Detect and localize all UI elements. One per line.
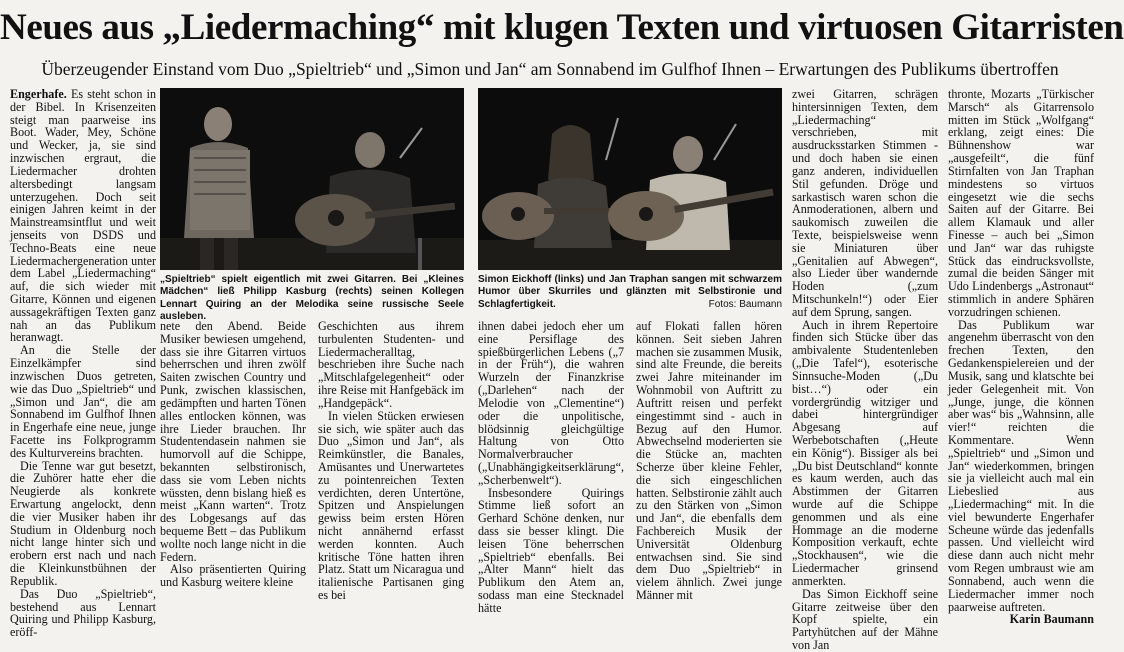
caption-text: „Spieltrieb“ spielt eigentlich mit zwei Gitarren. Bei „Kleines Mädchen“ ließ Philipp Kasburg (rechts) seinen Kollegen Lennart Quiring an der Melodika seine russische Seele ausleben. (160, 274, 464, 323)
paragraph: thronte, Mozarts „Türkischer Marsch“ als Gitarrensolo mitten im Stück „Wolfgang“ erklang, zeigt eines: Die Bühnenshow war „ausgefeilt“, die fünf Stirnfalten von Jan Traphan mindestens so virtuos eingesetzt wie die sechs Saiten auf der Gitarre. Bei allem Klamauk und aller Finesse – auch bei „Simon und Jan“ war das ruhigste Stück das eindrucksvollste, zumal die beiden Sänger mit Udo Lindenbergs „Astronaut“ stimmlich in andere Sphären vorzudringen schienen. (948, 87, 1094, 319)
text-column-2 (160, 319, 306, 590)
paragraph: nete den Abend. Beide Musiker bewiesen umgehend, dass sie ihre Gitarren virtuos beherrschen und ihren zwölf Saiten zwischen Country und Punk, zwischen klassischen, gedämpften und harten Tönen alles entlocken können, was ihre Lieder brauchen. Ihr Studentendasein nahmen sie humorvoll auf die Schippe, bekannten selbstironisch, dass sie vom Leben nichts wüssten, denn bislang hieß es meist „Kann warten“. Trotz des Lobgesangs auf das bequeme Bett – das Publikum wollte noch lange nicht in die Federn. (160, 319, 306, 564)
paragraph: auf Flokati fallen hören können. Seit sieben Jahren machen sie zusammen Musik, sind alte Freunde, die bereits zwei Jahre miteinander im Wohnmobil von Auftritt zu Auftritt reisen und perfekt eingestimmt sind - auch in Bezug auf den Humor. Abwechselnd moderierten sie die Stücke an, machten Scherze über kleine Fehler, die sich eingeschlichen hatten. Selbstironie zählt auch zu den Stärken von „Simon und Jan“, die ebenfalls dem Fachbereich Musik der Universität Oldenburg entwachsen sind. Sie sind dem Duo „Spieltrieb“ in vielem ähnlich. Zwei junge Männer mit (636, 319, 782, 603)
text-column-3 (318, 319, 464, 603)
paragraph: Auch in ihrem Repertoire finden sich Stücke über das ambivalente Studentenleben („Die Tafel“), esoterische Sinnsuche-Moden („Du bist…“) oder ein vordergründig witziger und dabei hintergründiger Abgesang auf Werbebotschaften („Heute ein König“). Bissiger als bei „Du bist Deutschland“ konnte es kaum werden, auch das Abstimmen der Gitarren wurde auf die Schippe genommen und als eine Hommage an die moderne Komposition verkauft, echte „Stockhausen“, wie die Liedermacher grinsend anmerkten. (792, 317, 938, 588)
photo-caption-2 (478, 274, 782, 311)
photo-spieltrieb (160, 88, 464, 270)
caption-text: Simon Eickhoff (links) und Jan Traphan sangen mit schwarzem Humor über Skurriles und glänzten mit Selbstironie und Schlagfertigkeit. (478, 274, 782, 310)
photo-credit: Fotos: Baumann (708, 298, 782, 310)
paragraph: Insbesondere Quirings Stimme ließ sofort an Gerhard Schöne denken, nur dass sie besser klingt. Die leisen Töne beherrschen „Spieltrieb“ ebenfalls. Bei „Alter Mann“ hielt das Publikum den Atem an, sodass man eine Stecknadel hätte (478, 485, 624, 615)
text-column-5 (636, 319, 782, 603)
paragraph: Es steht schon in der Bibel. In Krisenzeiten steigt man paarweise ins Boot. Wader, Mey, Schöne und Wecker, ja, sie sind inzwischen ergraut, die Liedermacher drohten altersbedingt langsam unterzugehen. Doch seit einigen Jahren keimt in der Mainstreamsintflut und weit jenseits von DSDS und Techno-Beats eine neue Liedermachergeneration unter dem Label „Liedermaching“ auf, die sich wieder mit Gitarre, Können und eigenen aussagekräftigen Texten ganz nah an das Publikum heranwagt. (10, 87, 156, 345)
paragraph: Das Simon Eickhoff seine Gitarre zeitweise über den Kopf spielte, ein Partyhütchen auf der Mähne von Jan (792, 586, 938, 652)
headline: Neues aus „Liedermaching“ mit klugen Texten und virtuosen Gitarristen (0, 7, 1124, 48)
paragraph: ihnen dabei jedoch eher um eine Persiflage des spießbürgerlichen Lebens („7 in der Früh“), die wahren Wurzeln der Finanzkrise („Darlehen“ nach der Melodie von „Clementine“) oder die unpolitische, blödsinnig gleichgültige Haltung von Otto Normalverbraucher („Unabhängigkeitserklärung“, „Scherbenwelt“). (478, 319, 625, 487)
author-byline: Karin Baumann (1009, 612, 1094, 627)
paragraph: Die Tenne war gut besetzt, die Zuhörer hatte eher die Neugierde als konkrete Erwartung angelockt, denn die vier Musiker haben ihr Studium in Oldenburg noch nicht lange hinter sich und erobern erst nach und nach die Kleinkunstbühnen der Republik. (10, 458, 156, 588)
photo-caption-1 (160, 274, 464, 324)
paragraph: Das Publikum war angenehm überrascht von den frechen Texten, den Gedankenspielereien und der Musik, sang und klatschte bei jeder Gelegenheit mit. Von „Junge, junge, die können aber was“ bis „Wahnsinn, alle vier!“ reichten die Kommentare. Wenn „Spieltrieb“ und „Simon und Jan“ wiederkommen, bringen sie ja vielleicht auch mal ein Liebeslied aus „Liedermaching“ mit. In die viel bewunderte Engerhafer Scheune würde das jedenfalls passen. Und vielleicht wird diese dann auch nicht mehr vom Regen umbraust wie am Sonnabend, auch wenn die Liedermacher immer noch paarweise auftreten. (948, 317, 1094, 614)
photo-simon-und-jan (478, 88, 782, 270)
paragraph: zwei Gitarren, schrägen hintersinnigen Texten, dem „Liedermaching“ verschrieben, mit ausdrucksstarken Stimmen - und doch haben sie einen ganz anderen, individuellen Stil gefunden. Dröge und sarkastisch waren schon die Anmoderationen, albern und saukomisch zuweilen die Texte, beispielsweise wenn sie Miniaturen über „Genitalien auf Abwegen“, also Lieder über wandernde Hoden („zum Mitschunkeln!“) oder Eier auf dem Sprung, sangen. (792, 87, 938, 319)
paragraph: An die Stelle der Einzelkämpfer sind inzwischen Duos getreten, wie das Duo „Spieltrieb“ und „Simon und Jan“, die am Sonnabend im Gulfhof Ihnen in Engerhafe eine neue, junge Facette ins Folkprogramm des Kulturvereins brachten. (10, 343, 156, 460)
paragraph: Geschichten aus ihrem turbulenten Studenten- und Liedermacheralltag, beschrieben ihre Suche nach „Mitschlafgelegenheit“ oder ihre Reise mit Hanfgebäck im „Handgepäck“. (318, 319, 464, 410)
paragraph: Das Duo „Spieltrieb“, bestehend aus Lennart Quiring und Philipp Kasburg, eröff- (10, 586, 156, 640)
paragraph: Also präsentierten Quiring und Kasburg weitere kleine (160, 562, 306, 590)
subheadline: Überzeugender Einstand vom Duo „Spieltrieb“ und „Simon und Jan“ am Sonnabend im Gulfhof Ihnen – Erwartungen des Publikums übertroffen (41, 59, 1059, 79)
dateline: Engerhafe. (10, 87, 67, 101)
text-column-4 (478, 319, 625, 615)
text-column-7 (948, 87, 1094, 627)
text-column-1 (10, 87, 156, 640)
text-column-6 (792, 87, 938, 652)
paragraph: In vielen Stücken erwiesen sie sich, wie später auch das Duo „Simon und Jan“, als Reimkünstler, die Banales, Amüsantes und Unerwartetes zu pointenreichen Texten verdichten, deren Untertöne, Spitzen und Anspielungen gewiss beim ersten Hören nicht annähernd erfasst werden konnten. Auch kritische Töne hatten ihren Platz. Statt um Nicaragua und italienische Partisanen ging es bei (318, 408, 464, 603)
